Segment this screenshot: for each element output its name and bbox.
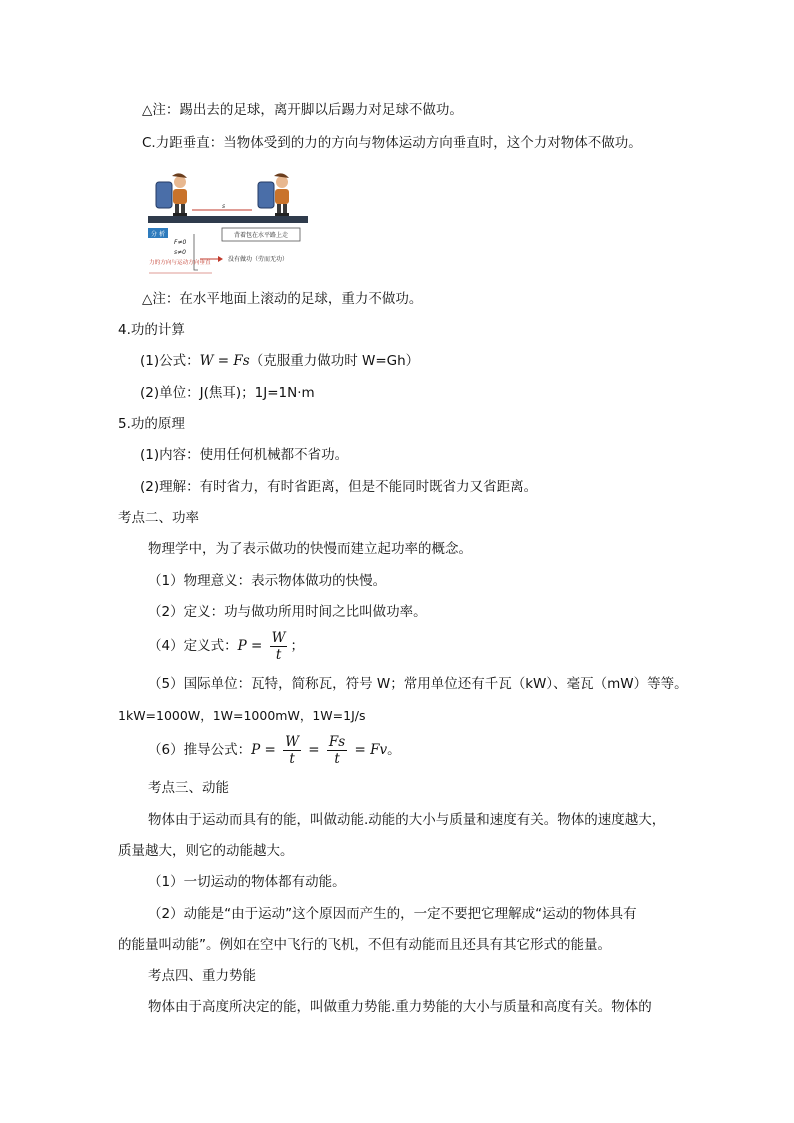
distance-label: s [222,203,226,210]
fraction-fs: Fs [328,733,346,750]
fraction-fs-t [327,734,347,767]
topic-4-heading: 考点四、重力势能 [148,968,256,984]
power-intro: 物理学中，为了表示做功的快慢而建立起功率的概念。 [148,541,472,557]
caption-text: 背着包在水平路上走 [233,232,289,239]
person-left-icon [156,173,187,216]
note-kicked-ball: △注：踢出去的足球，离开脚以后踢力对足球不做功。 [142,102,463,118]
backpack-walk-figure [148,172,308,284]
power-p: P [237,638,247,654]
work-formula-line [140,351,419,371]
fraction-t2: t [334,750,340,767]
power-formula-line [148,628,304,664]
derived-prefix: （6）推导公式： [148,742,252,758]
unit-conversions: 1kW=1000W，1W=1000mW，1W=1J/s [118,708,366,723]
derived-eq2: = [303,742,324,758]
formula-w: W [199,353,214,369]
power-definition: （2）定义：功与做功所用时间之比叫做功率。 [148,604,427,620]
formula-fs: Fs [233,353,250,369]
formula-eq: = [213,353,234,369]
fraction-w-t [283,734,301,767]
fraction-t1: t [289,750,295,767]
power-eq: = [246,638,267,654]
kinetic-point-2a: （2）动能是“由于运动”这个原因而产生的，一定不要把它理解成“运动的物体具有 [148,906,637,922]
principle-understanding: (2)理解：有时省力，有时省距离，但是不能同时既省力又省距离。 [140,479,538,495]
condition-distance: s≠0 [174,249,186,256]
power-units: （5）国际单位：瓦特，简称瓦，符号 W；常用单位还有千瓦（kW）、毫瓦（mW）等等。 [148,676,688,692]
fraction-w-over-t [270,630,288,663]
section-4-heading: 4.功的计算 [118,322,185,338]
kinetic-point-1: （1）一切运动的物体都有动能。 [148,874,346,890]
derived-eq1: = [260,742,281,758]
result-text: 没有做功（劳而无功） [228,256,289,263]
arrow-right-icon [218,256,223,262]
power-formula-prefix: （4）定义式： [148,638,238,654]
fraction-numerator: W [271,629,286,646]
topic-2-heading: 考点二、功率 [118,510,199,526]
illustration-backpack-walk [148,172,308,284]
derived-p: P [251,742,261,758]
kinetic-point-2b: 的能量叫动能”。例如在空中飞行的飞机，不但有动能而且还具有其它形式的能量。 [118,937,611,953]
note-rolling-ball: △注：在水平地面上滚动的足球，重力不做功。 [142,291,423,307]
section-5-heading: 5.功的原理 [118,416,185,432]
fraction-w: W [285,733,299,750]
ground-bar [148,216,308,223]
gravitational-definition: 物体由于高度所决定的能，叫做重力势能.重力势能的大小与质量和高度有关。物体的 [148,999,652,1015]
work-unit-line: (2)单位：J(焦耳)；1J=1N·m [140,385,315,401]
condition-force: F≠0 [174,239,187,246]
derived-formula-line [148,732,401,768]
power-meaning: （1）物理意义：表示物体做功的快慢。 [148,573,387,589]
derived-end: 。 [387,742,401,758]
reason-line: 力的方向与运动方向垂直 [149,260,211,266]
derived-fv: Fv [370,742,388,758]
formula-prefix: (1)公式： [140,353,200,369]
kinetic-definition-2: 质量越大，则它的动能越大。 [118,843,294,859]
analysis-tag-text: 分 析 [151,231,165,238]
person-right-icon [258,173,289,216]
fraction-denominator: t [275,646,282,663]
topic-3-heading: 考点三、动能 [148,780,229,796]
principle-content: (1)内容：使用任何机械都不省功。 [140,447,349,463]
power-formula-end: ； [290,638,304,654]
derived-eq3: = [350,742,371,758]
point-c-perpendicular: C.力距垂直：当物体受到的力的方向与物体运动方向垂直时，这个力对物体不做功。 [142,135,642,151]
formula-note: （克服重力做功时 W=Gh） [249,353,420,369]
kinetic-definition-1: 物体由于运动而具有的能，叫做动能.动能的大小与质量和速度有关。物体的速度越大， [148,812,666,828]
